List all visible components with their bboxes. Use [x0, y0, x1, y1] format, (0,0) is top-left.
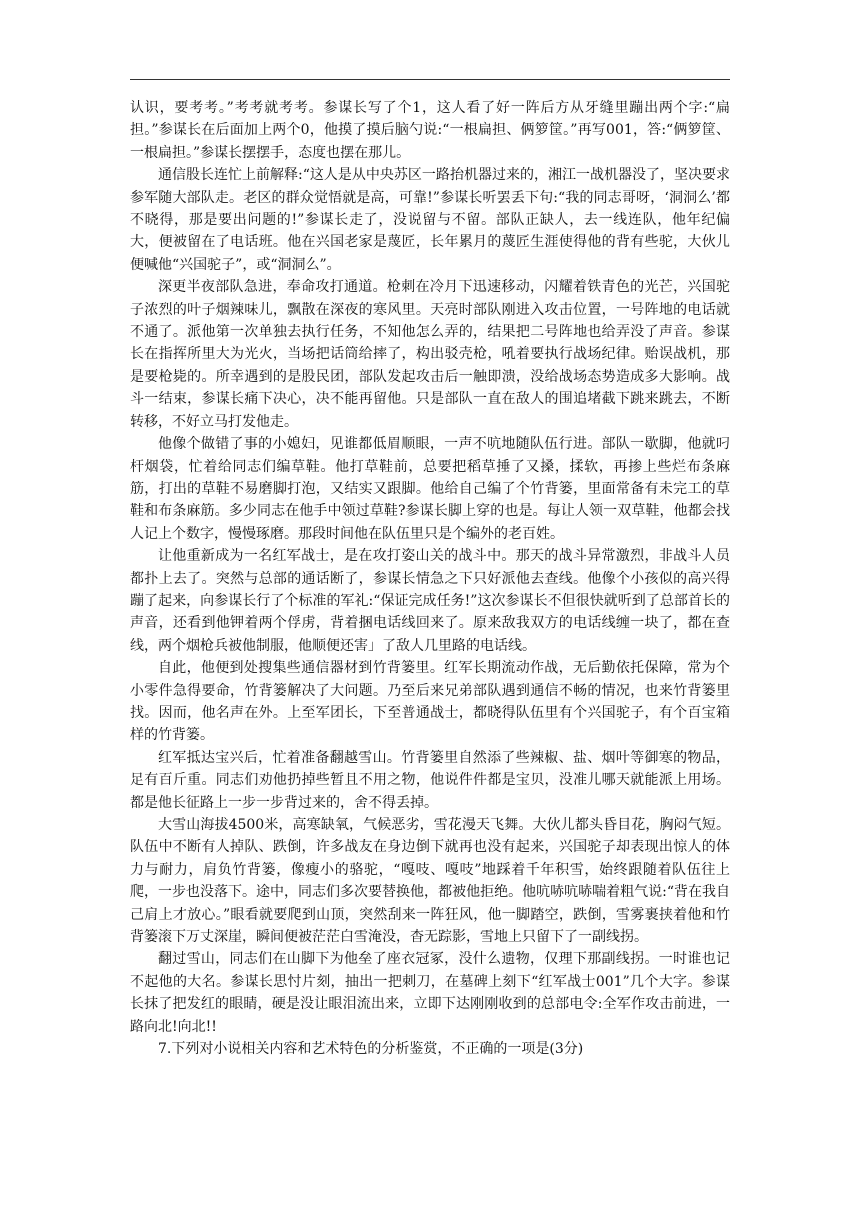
paragraph-2: 通信股长连忙上前解释:“这人是从中央苏区一路抬机器过来的，湘江一战机器没了，坚决要求参军随大部队走。老区的群众觉悟就是高，可靠!”参谋长听罢丢下句:“我的同志哥呀，‘洞洞么’都不晓得，那是要出问题的!”参谋长走了，没说留与不留。部队正缺人，去一线连队，他年纪偏大，便被留在了电话班。他在兴国老家是蔑匠，长年累月的蔑匠生涯使得他的背有些驼，大伙儿便喊他“兴国驼子”，或“洞洞么”。: [130, 167, 730, 273]
article-body: [130, 97, 730, 1060]
question-7: 7.下列对小说相关内容和艺术特色的分析鉴赏，不正确的一项是(3分): [158, 1041, 584, 1058]
paragraph-1: 认识，要考考。”考考就考考。参谋长写了个1，这人看了好一阵后方从牙缝里蹦出两个字:“扁担。”参谋长在后面加上两个0，他摸了摸后脑勺说:“一根扁担、俩箩筐。”再写001，答:“俩箩筐、一根扁担。”参谋长摆摆手，态度也摆在那儿。: [130, 100, 730, 161]
paragraph-5: 让他重新成为一名红军战士，是在攻打姿山关的战斗中。那天的战斗异常激烈，非战斗人员都扑上去了。突然与总部的通话断了，参谋长情急之下只好派他去查线。他像个小孩似的高兴得蹦了起来，向参谋长行了个标准的军礼:“保证完成任务!”这次参谋长不但很快就听到了总部首长的声音，还看到他钾着两个俘虏，背着捆电话线回来了。原来敌我双方的电话线缠一块了，都在查线，两个烟枪兵被他制服，他顺便还害」了敌人几里路的电话线。: [130, 548, 730, 654]
paragraph-3: 深更半夜部队急进，奉命攻打通道。枪刺在冷月下迅速移动，闪耀着铁青色的光芒，兴国驼子浓烈的叶子烟辣味儿，飘散在深夜的寒风里。天亮时部队刚进入攻击位置，一号阵地的电话就不通了。派他第一次单独去执行任务，不知他怎么弄的，结果把二号阵地也给弄没了声音。参谋长在指挥所里大为光火，当场把话筒给摔了，构出驳壳枪，吼着要执行战场纪律。贻误战机，那是要枪毙的。所幸遇到的是股民团，部队发起攻击后一触即溃，没给战场态势造成多大影响。战斗一结束，参谋长痛下决心，决不能再留他。只是部队一直在敌人的围追堵截下跳来跳去，不断转移，不好立马打发他走。: [130, 279, 730, 430]
paragraph-6: 自此，他便到处搜集些通信器材到竹背篓里。红军长期流动作战，无后勤依托保障，常为个小零件急得要命，竹背篓解决了大问题。乃至后来兄弟部队遇到通信不畅的情况，也来竹背篓里找。因而，他名声在外。上至军团长，下至普通战士，都晓得队伍里有个兴国驼子，有个百宝箱样的竹背篓。: [130, 660, 730, 744]
paragraph-7: 红军抵达宝兴后，忙着准备翻越雪山。竹背篓里自然添了些辣椒、盐、烟叶等御寒的物品，足有百斤重。同志们劝他扔掉些暂且不用之物，他说件件都是宝贝，没准儿哪天就能派上用场。都是他长征路上一步一步背过来的，舍不得丢掉。: [130, 749, 730, 811]
paragraph-4: 他像个做错了事的小媳妇，见谁都低眉顺眼，一声不吭地随队伍行进。部队一歇脚，他就叼杆烟袋，忙着给同志们编草鞋。他打草鞋前，总要把稻草捶了又搡，揉软，再掺上些烂布条麻筋，打出的草鞋不易磨脚打泡，又结实又跟脚。他给自己编了个竹背篓，里面常备有未完工的草鞋和布条麻筋。多少同志在他手中领过草鞋?参谋长脚上穿的也是。每让人领一双草鞋，他都会找人记上个数字，慢慢琢磨。那段时间他在队伍里只是个编外的老百姓。: [130, 436, 730, 542]
paragraph-8: 大雪山海拔4500米，高寒缺氧，气候恶劣，雪花漫天飞舞。大伙儿都头昏目花，胸闷气短。队伍中不断有人掉队、跌倒，许多战友在身边倒下就再也没有起来，兴国驼子却表现出惊人的体力与耐力，肩负竹背篓，像瘦小的骆驼，“嘎吱、嘎吱”地踩着千年积雪，始终跟随着队伍往上爬，一步也没落下。途中，同志们多次要替换他，都被他拒绝。他吭哧吭哧喘着粗气说:“背在我自己肩上才放心。”眼看就要爬到山顶，突然刮来一阵狂风，他一脚踏空，跌倒，雪雾裹挟着他和竹背篓滚下万丈深崖，瞬间便被茫茫白雪淹没，杳无踪影，雪地上只留下了一副线拐。: [130, 817, 730, 946]
header-rule: [130, 79, 730, 80]
paragraph-9: 翻过雪山，同志们在山脚下为他垒了座衣冠冢，没什么遗物，仅理下那副线拐。一时谁也记不起他的大名。参谋长思忖片刻，抽出一把刺刀，在墓碑上刻下“红军战士001”几个大字。参谋长抹了把发红的眼睛，硬是没让眼泪流出来，立即下达刚刚收到的总部电令:全军作攻击前进，一路向北!向北!!: [130, 951, 730, 1035]
